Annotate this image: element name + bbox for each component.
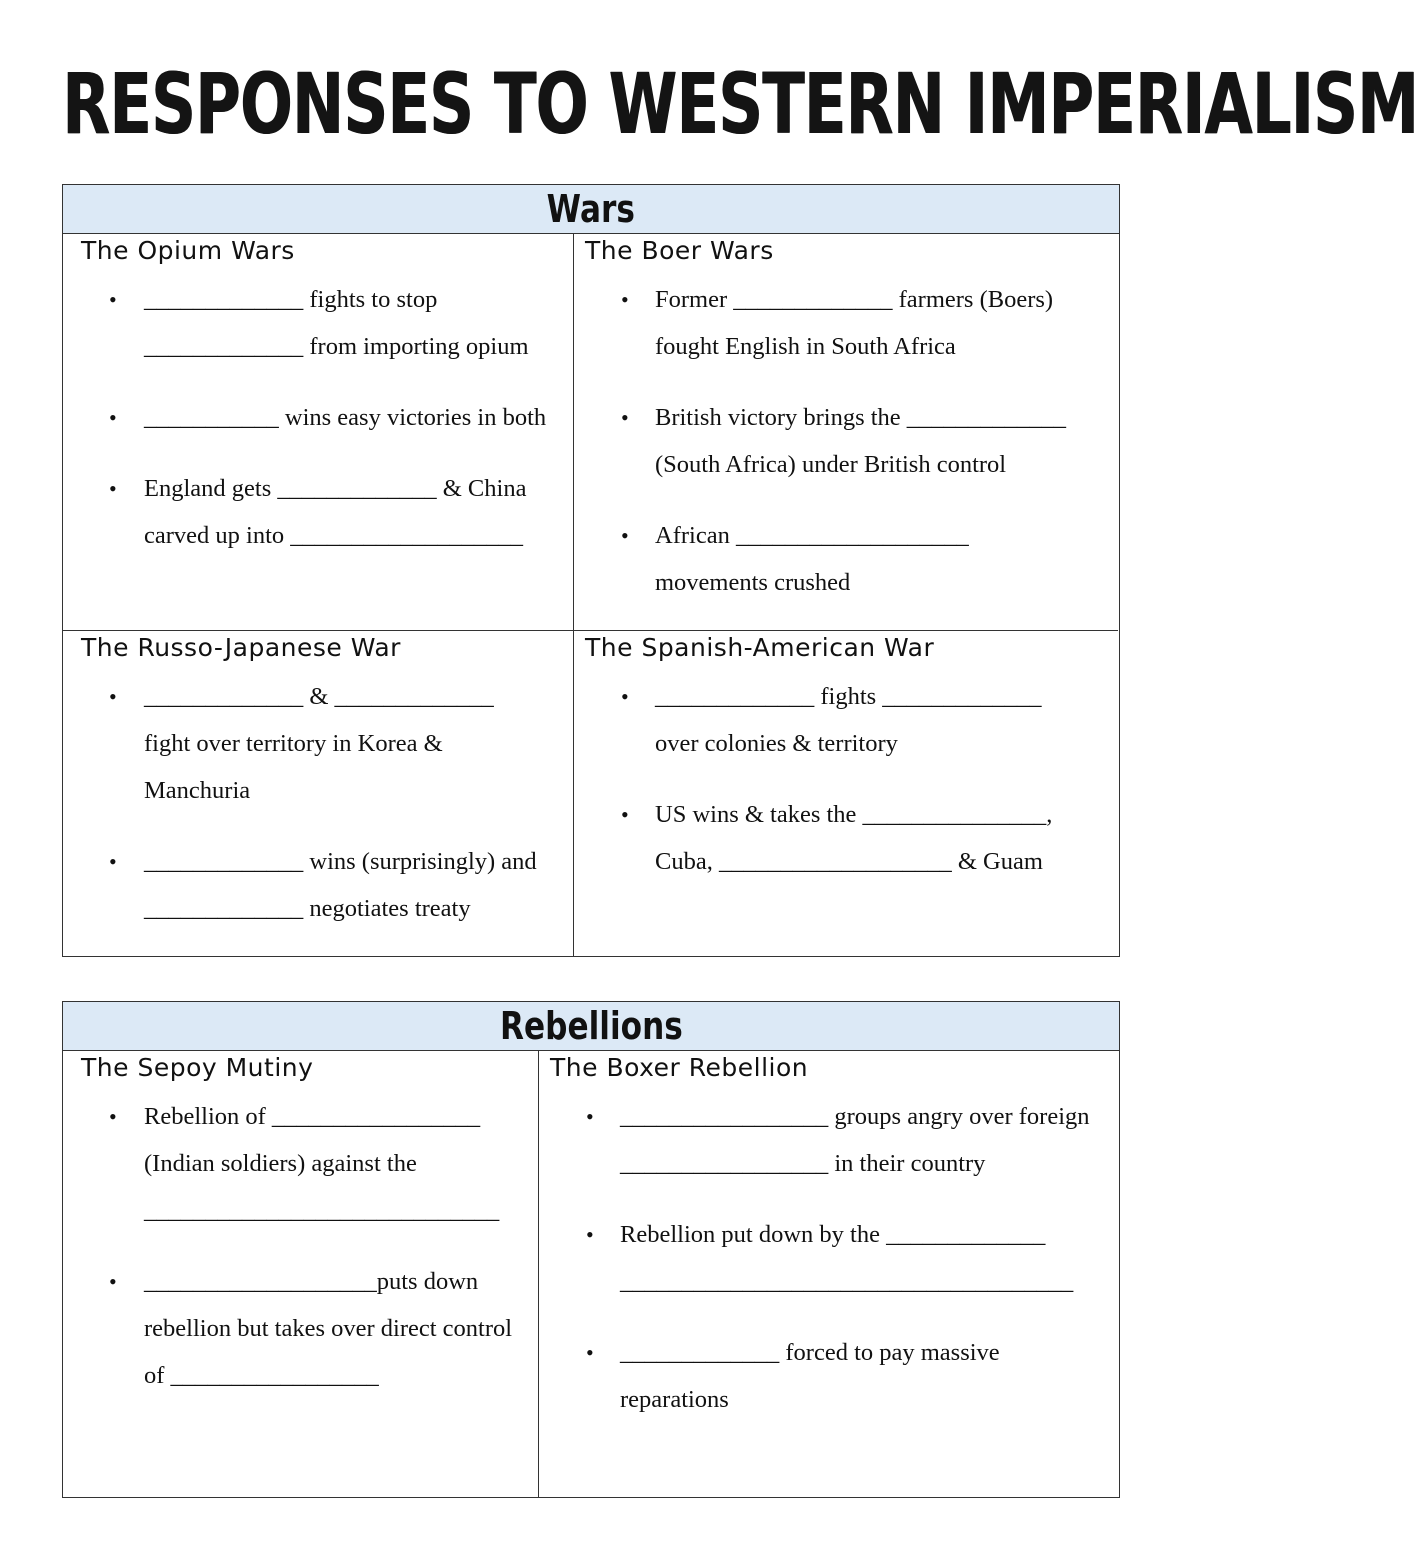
spanish-american-cell xyxy=(575,631,1119,956)
opium-wars-cell xyxy=(63,234,573,630)
russo-japanese-cell xyxy=(63,631,573,956)
list-item: • _____________ & _____________ fight over territory in Korea & Manchuria xyxy=(63,673,573,814)
list-item: • England gets _____________ & China carved up into ___________________ xyxy=(63,465,573,559)
list-item: • ___________ wins easy victories in both xyxy=(63,394,573,441)
rebellions-heading: Rebellions xyxy=(499,1004,683,1048)
wars-heading: Wars xyxy=(546,187,636,231)
list-item: • _____________ forced to pay massive reparations xyxy=(540,1329,1119,1423)
list-item: • US wins & takes the _______________, Cuba, ___________________ & Guam xyxy=(575,791,1119,885)
list-item: • Rebellion put down by the _____________ _____________________________________ xyxy=(540,1211,1119,1305)
list-item: • Former _____________ farmers (Boers) fought English in South Africa xyxy=(575,276,1119,370)
list-item: • African ___________________ movements crushed xyxy=(575,512,1119,606)
rebellions-vertical-divider xyxy=(538,1051,539,1497)
russo-japanese-title: The Russo-Japanese War xyxy=(81,633,401,662)
wars-section xyxy=(62,184,1120,957)
list-item: • _____________ fights to stop _____________ from importing opium xyxy=(63,276,573,370)
boer-wars-title: The Boer Wars xyxy=(585,236,774,265)
list-item: • Rebellion of _________________ (Indian soldiers) against the _____________________________ xyxy=(63,1093,538,1234)
list-item: • ___________________puts down rebellion but takes over direct control of _________________ xyxy=(63,1258,538,1399)
list-item: • _________________ groups angry over foreign _________________ in their country xyxy=(540,1093,1119,1187)
page-title: RESPONSES TO WESTERN IMPERIALISM xyxy=(62,55,1418,153)
sepoy-mutiny-cell xyxy=(63,1051,538,1497)
boer-wars-cell xyxy=(575,234,1119,630)
wars-heading-bar xyxy=(63,185,1119,234)
list-item: • British victory brings the _____________ (South Africa) under British control xyxy=(575,394,1119,488)
list-item: • _____________ wins (surprisingly) and _____________ negotiates treaty xyxy=(63,838,573,932)
rebellions-section xyxy=(62,1001,1120,1498)
wars-vertical-divider xyxy=(573,234,574,956)
rebellions-heading-bar xyxy=(63,1002,1119,1051)
sepoy-mutiny-title: The Sepoy Mutiny xyxy=(81,1053,314,1082)
opium-wars-title: The Opium Wars xyxy=(81,236,295,265)
spanish-american-title: The Spanish-American War xyxy=(585,633,935,662)
boxer-rebellion-cell xyxy=(540,1051,1119,1497)
list-item: • _____________ fights _____________ over colonies & territory xyxy=(575,673,1119,767)
boxer-rebellion-title: The Boxer Rebellion xyxy=(550,1053,809,1082)
